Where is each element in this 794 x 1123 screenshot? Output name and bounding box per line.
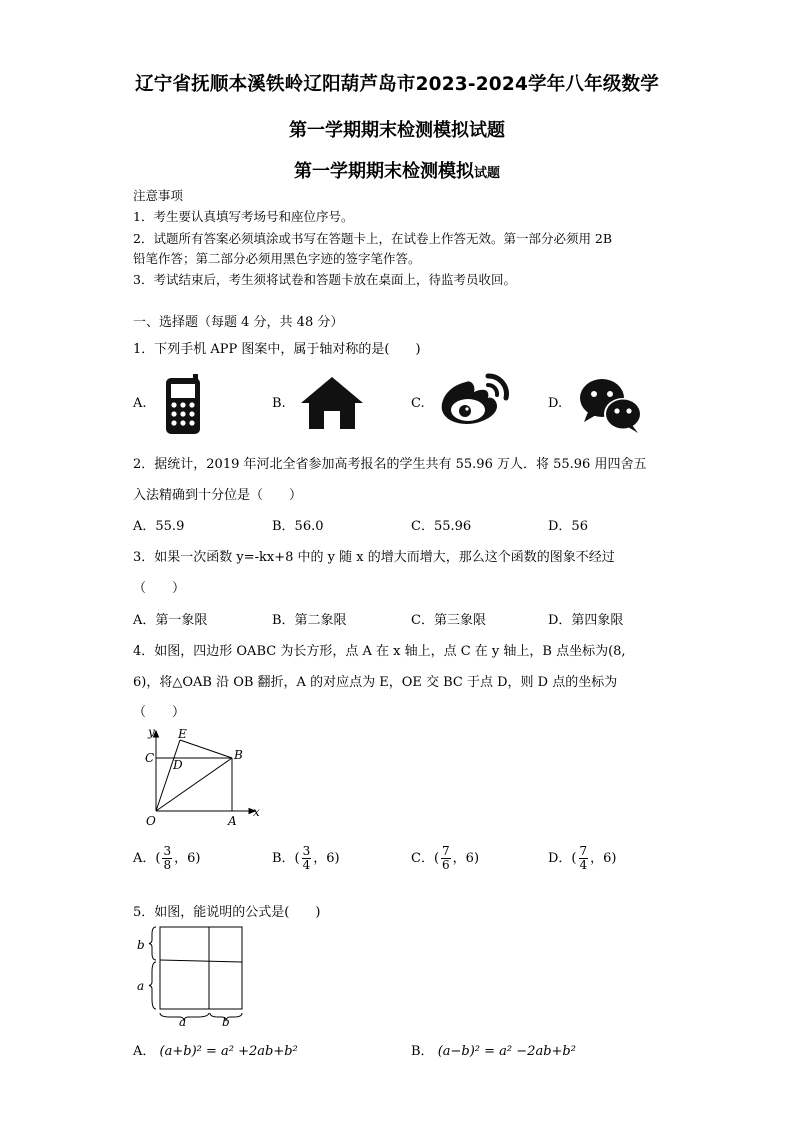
label-b-bottom: b [222,1015,230,1029]
q5-stem: 5．如图，能说明的公式是( ) [133,905,321,920]
q2-option-c: C．55.96 [411,519,472,534]
q4-option-b [272,845,340,872]
brace-b-left [149,927,156,960]
q5-option-a-formula: (a+b)² = a² +2ab+b² [159,1044,298,1059]
title-line-3 [0,157,794,183]
notes-item-1: 1．考生要认真填写考场号和座位序号。 [133,209,354,224]
phone-icon [160,374,206,436]
q3-stem-2: （ ） [133,581,186,596]
label-d: D [173,758,183,772]
label-a-bottom: a [179,1015,187,1029]
notes-heading: 注意事项 [133,188,184,203]
q1-option-c-label: C. [411,396,425,411]
notes-item-2a: 2．试题所有答案必须填涂或书写在答题卡上，在试卷上作答无效。第一部分必须用 2B [133,231,613,246]
q5-option-a [133,1040,298,1059]
q2-option-a: A．55.9 [133,519,185,534]
q4-option-d-fraction [579,845,589,872]
q4-figure [140,725,270,830]
label-a: A [228,814,237,828]
q4-option-b-tail: ，6) [313,851,340,866]
q4-option-c-num: 7 [442,844,450,858]
q4-stem-3: （ ） [133,705,186,720]
q4-option-c-letter: C．( [411,851,440,866]
label-o: O [146,814,156,828]
q3-option-c: C．第三象限 [411,613,486,628]
label-e: E [178,727,187,741]
notes-item-3: 3．考试结束后，考生须将试卷和答题卡放在桌面上，待监考员收回。 [133,272,516,287]
q3-option-a: A．第一象限 [133,613,208,628]
q4-stem-1: 4．如图，四边形 OABC 为长方形，点 A 在 x 轴上，点 C 在 y 轴上，B 点坐标为(8, [133,644,626,659]
q3-stem-1: 3．如果一次函数 y=-kx+8 中的 y 随 x 的增大而增大，那么这个函数的图象不经过 [133,550,615,565]
q4-option-d [548,845,616,872]
q4-option-d-tail: ，6) [590,851,617,866]
title-line-2: 第一学期期末检测模拟试题 [289,120,505,141]
q4-option-c-fraction [441,845,451,872]
segment-eb [180,740,232,758]
label-b: B [234,748,243,762]
q4-option-a-letter: A．( [133,851,161,866]
q4-option-a-den: 8 [163,858,172,872]
segment-ob [156,758,232,811]
section-heading: 一、选择题（每题 4 分，共 48 分） [133,315,344,330]
q5-option-a-letter: A． [133,1044,156,1059]
brace-a-left [149,962,156,1009]
title-line-3-small: 试题 [473,166,500,181]
q2-stem-2: 入法精确到十分位是（ ） [133,488,303,503]
label-a-left: a [137,979,145,993]
title-line-1: 辽宁省抚顺本溪铁岭辽阳葫芦岛市2023-2024学年八年级数学 [135,74,659,95]
q4-option-c [411,845,479,872]
q1-option-a-label: A. [133,396,147,411]
q1-stem: 1．下列手机 APP 图案中，属于轴对称的是( ) [133,342,421,357]
q4-option-c-den: 6 [442,858,450,872]
q4-option-d-letter: D．( [548,851,577,866]
label-c: C [145,751,155,765]
label-b-left: b [137,938,145,952]
q5-option-b-letter: B． [411,1044,434,1059]
q5-option-b [411,1040,576,1059]
segment-oe [156,740,180,811]
label-x: x [253,805,260,819]
q4-option-b-fraction [302,845,312,872]
q4-option-b-letter: B．( [272,851,300,866]
q4-option-c-tail: ，6) [452,851,480,866]
q4-option-d-den: 4 [579,858,588,872]
q2-option-b: B．56.0 [272,519,324,534]
q5-figure [130,922,250,1030]
label-y: y [148,725,155,739]
q4-option-a [133,845,200,872]
title-line-3-main: 第一学期期末检测模拟 [293,161,474,182]
q2-option-d: D．56 [548,519,588,534]
q4-option-b-num: 3 [302,844,311,858]
house-icon [299,375,365,431]
q4-option-a-tail: ，6) [174,851,201,866]
q4-option-a-fraction [162,845,172,872]
q3-option-b: B．第二象限 [272,613,347,628]
q1-option-d-label: D. [548,396,563,411]
wechat-icon [578,376,644,434]
q5-option-b-formula: (a−b)² = a² −2ab+b² [437,1044,576,1059]
q4-option-b-den: 4 [302,858,311,872]
weibo-icon [438,370,512,428]
notes-item-2b: 铅笔作答；第二部分必须用黑色字迹的签字笔作答。 [133,251,421,266]
q4-option-d-num: 7 [579,844,588,858]
q1-option-b-label: B. [272,396,286,411]
outer-square [160,927,242,1009]
q4-option-a-num: 3 [163,844,172,858]
q3-option-d: D．第四象限 [548,613,624,628]
q4-stem-2: 6)，将△OAB 沿 OB 翻折，A 的对应点为 E，OE 交 BC 于点 D，则 D 点的坐标为 [133,675,618,690]
horizontal-divider [160,960,242,962]
q2-stem-1: 2．据统计，2019 年河北全省参加高考报名的学生共有 55.96 万人．将 55.96 用四舍五 [133,457,647,472]
